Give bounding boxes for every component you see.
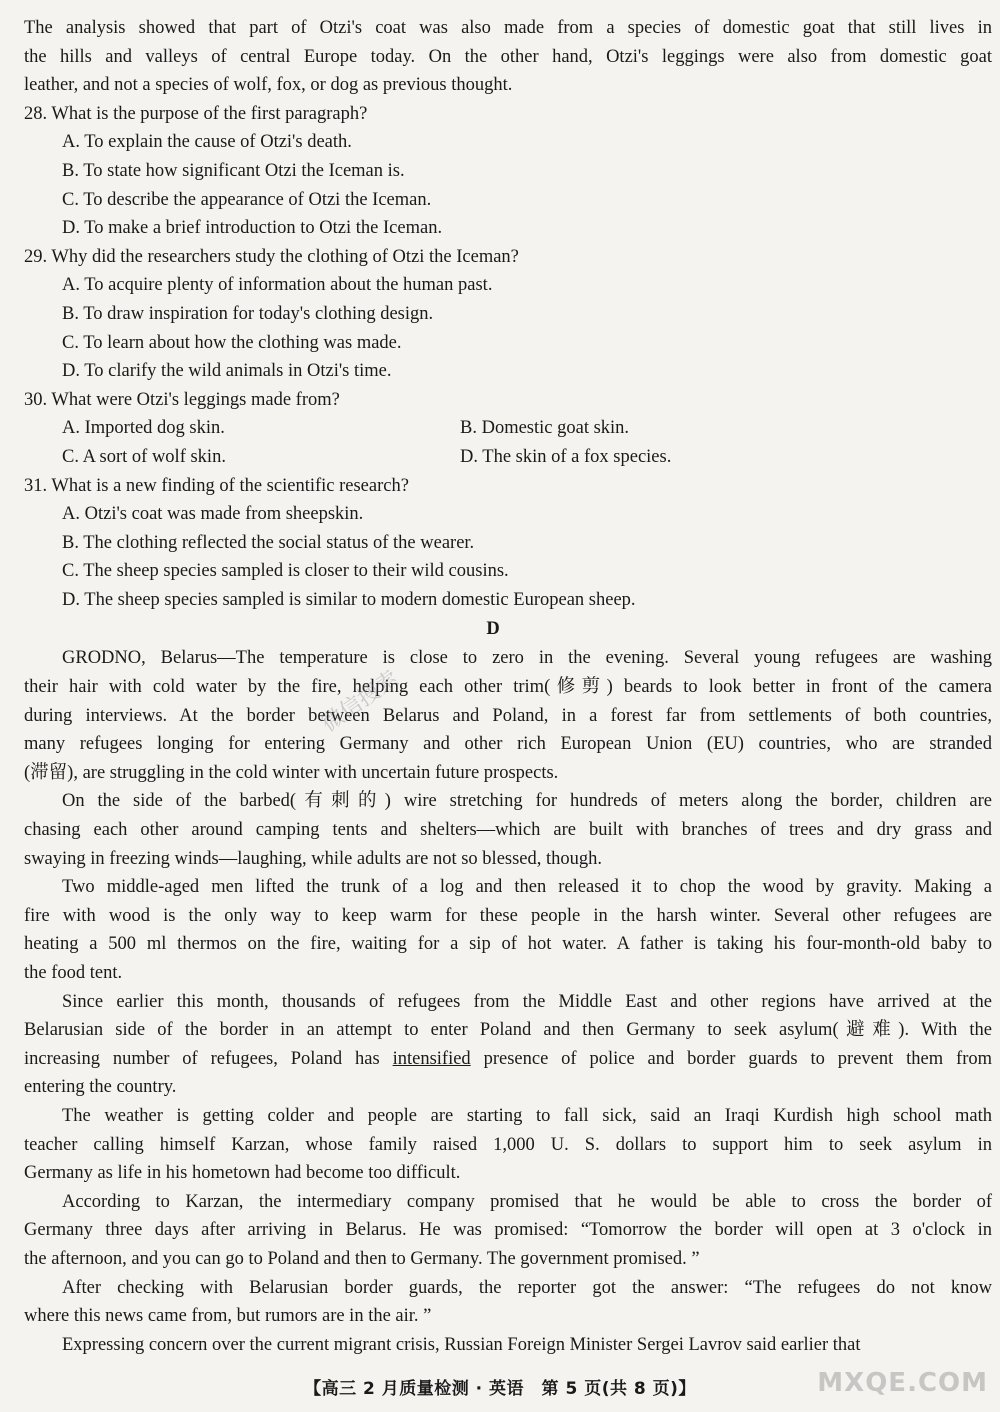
text-line: The analysis showed that part of Otzi's coat was also made from a species of domestic goat that still lives in — [24, 18, 992, 38]
option-b: B. To state how significant Otzi the Iceman is. — [62, 160, 405, 181]
paragraph — [24, 1331, 992, 1360]
page-footer: 【高三 2 月质量检测 · 英语 第 5 页(共 8 页)】 — [304, 1379, 696, 1399]
text-line: Since earlier this month, thousands of refugees from the Middle East and other regions have arrived at the — [62, 991, 992, 1012]
text-line: Belarusian side of the border in an attempt to enter Poland and then Germany to seek asylum(避难). With the — [24, 1020, 992, 1041]
section-heading: D — [486, 619, 500, 640]
option-c: C. A sort of wolf skin. — [62, 446, 226, 467]
question-28 — [24, 100, 992, 243]
option-a: A. To explain the cause of Otzi's death. — [62, 132, 352, 153]
text-line: increasing number of refugees, Poland has intensified presence of police and border guards to prevent them from — [24, 1048, 992, 1069]
option-c: C. The sheep species sampled is closer to their wild cousins. — [62, 561, 509, 582]
option-d: D. The skin of a fox species. — [460, 446, 672, 467]
option-a: A. To acquire plenty of information about the human past. — [62, 275, 493, 296]
text-line: swaying in freezing winds—laughing, while adults are not so blessed, though. — [24, 848, 603, 869]
option-b: B. Domestic goat skin. — [460, 418, 630, 439]
text-line: teacher calling himself Karzan, whose family raised 1,000 U. S. dollars to support him to seek asylum in — [24, 1134, 992, 1155]
question-stem: 29. Why did the researchers study the clothing of Otzi the Iceman? — [24, 246, 519, 267]
option-b: B. To draw inspiration for today's clothing design. — [62, 303, 434, 324]
text-line: On the side of the barbed(有刺的) wire stretching for hundreds of meters along the border, children are — [62, 791, 992, 812]
text-line: leather, and not a species of wolf, fox, or dog as previous thought. — [24, 75, 513, 96]
option-c: C. To describe the appearance of Otzi the Iceman. — [62, 189, 432, 210]
text-line: the food tent. — [24, 963, 123, 983]
site-watermark: MXQE.COM — [817, 1368, 988, 1398]
text-line: where this news came from, but rumors are in the air. ” — [24, 1306, 432, 1327]
question-29 — [24, 243, 992, 386]
option-d: D. The sheep species sampled is similar to modern domestic European sheep. — [62, 589, 636, 610]
text-line: many refugees longing for entering Germany and other rich European Union (EU) countries, who are stranded — [24, 734, 992, 755]
paragraph — [24, 1188, 992, 1274]
option-a: A. Imported dog skin. — [62, 418, 225, 439]
text-line: chasing each other around camping tents and shelters—which are built with branches of trees and dry grass and — [24, 820, 992, 841]
text-line: entering the country. — [24, 1077, 177, 1098]
text-line: their hair with cold water by the fire, helping each other trim(修剪) beards to look better in front of the camera — [24, 677, 992, 698]
option-c: C. To learn about how the clothing was made. — [62, 332, 402, 353]
question-stem: 30. What were Otzi's leggings made from? — [24, 389, 340, 410]
question-stem: 31. What is a new finding of the scientific research? — [24, 475, 409, 496]
underlined-word: intensified — [392, 1048, 471, 1069]
text-line: heating a 500 ml thermos on the fire, waiting for a sip of hot water. A father is taking his four-month-old baby to — [24, 934, 992, 955]
option-d: D. To make a brief introduction to Otzi the Iceman. — [62, 218, 443, 239]
question-31 — [24, 472, 992, 615]
watermark-stamp: 微信搜索 — [317, 666, 404, 738]
question-stem: 28. What is the purpose of the first paragraph? — [24, 103, 368, 124]
text-line: According to Karzan, the intermediary company promised that he would be able to cross the border of — [62, 1191, 992, 1212]
text-line: Germany three days after arriving in Belarus. He was promised: “Tomorrow the border will open at 3 o'clock in — [24, 1220, 992, 1241]
text-line: GRODNO, Belarus—The temperature is close to zero in the evening. Several young refugees are washing — [62, 648, 992, 669]
paragraph — [24, 1274, 992, 1331]
text-line: Germany as life in his hometown had become too difficult. — [24, 1163, 461, 1184]
text-line: the hills and valleys of central Europe today. On the other hand, Otzi's leggings were also from domestic goat — [24, 46, 992, 67]
text-line: Expressing concern over the current migrant crisis, Russian Foreign Minister Sergei Lavrov said earlier that — [62, 1334, 861, 1355]
intro-paragraph — [24, 14, 992, 100]
text-line: After checking with Belarusian border guards, the reporter got the answer: “The refugees do not know — [62, 1277, 992, 1298]
paragraph — [24, 873, 992, 987]
text-line: (滞留), are struggling in the cold winter with uncertain future prospects. — [24, 762, 559, 783]
paragraph — [24, 787, 992, 873]
option-a: A. Otzi's coat was made from sheepskin. — [62, 504, 364, 525]
paragraph — [24, 988, 992, 1102]
paragraph — [24, 1102, 992, 1188]
text-line: fire with wood is the only way to keep warm for these people in the harsh winter. Several other refugees are — [24, 905, 992, 926]
option-b: B. The clothing reflected the social status of the wearer. — [62, 532, 475, 553]
text-line: during interviews. At the border between Belarus and Poland, in a forest far from settlements of both countries, — [24, 705, 992, 726]
text-line: Two middle-aged men lifted the trunk of a log and then released it to chop the wood by gravity. Making a — [62, 877, 992, 898]
text-line: the afternoon, and you can go to Poland and then to Germany. The government promised. ” — [24, 1248, 700, 1269]
option-d: D. To clarify the wild animals in Otzi's time. — [62, 361, 392, 382]
question-30 — [24, 386, 992, 472]
text-line: The weather is getting colder and people are starting to fall sick, said an Iraqi Kurdish high school math — [62, 1105, 992, 1126]
